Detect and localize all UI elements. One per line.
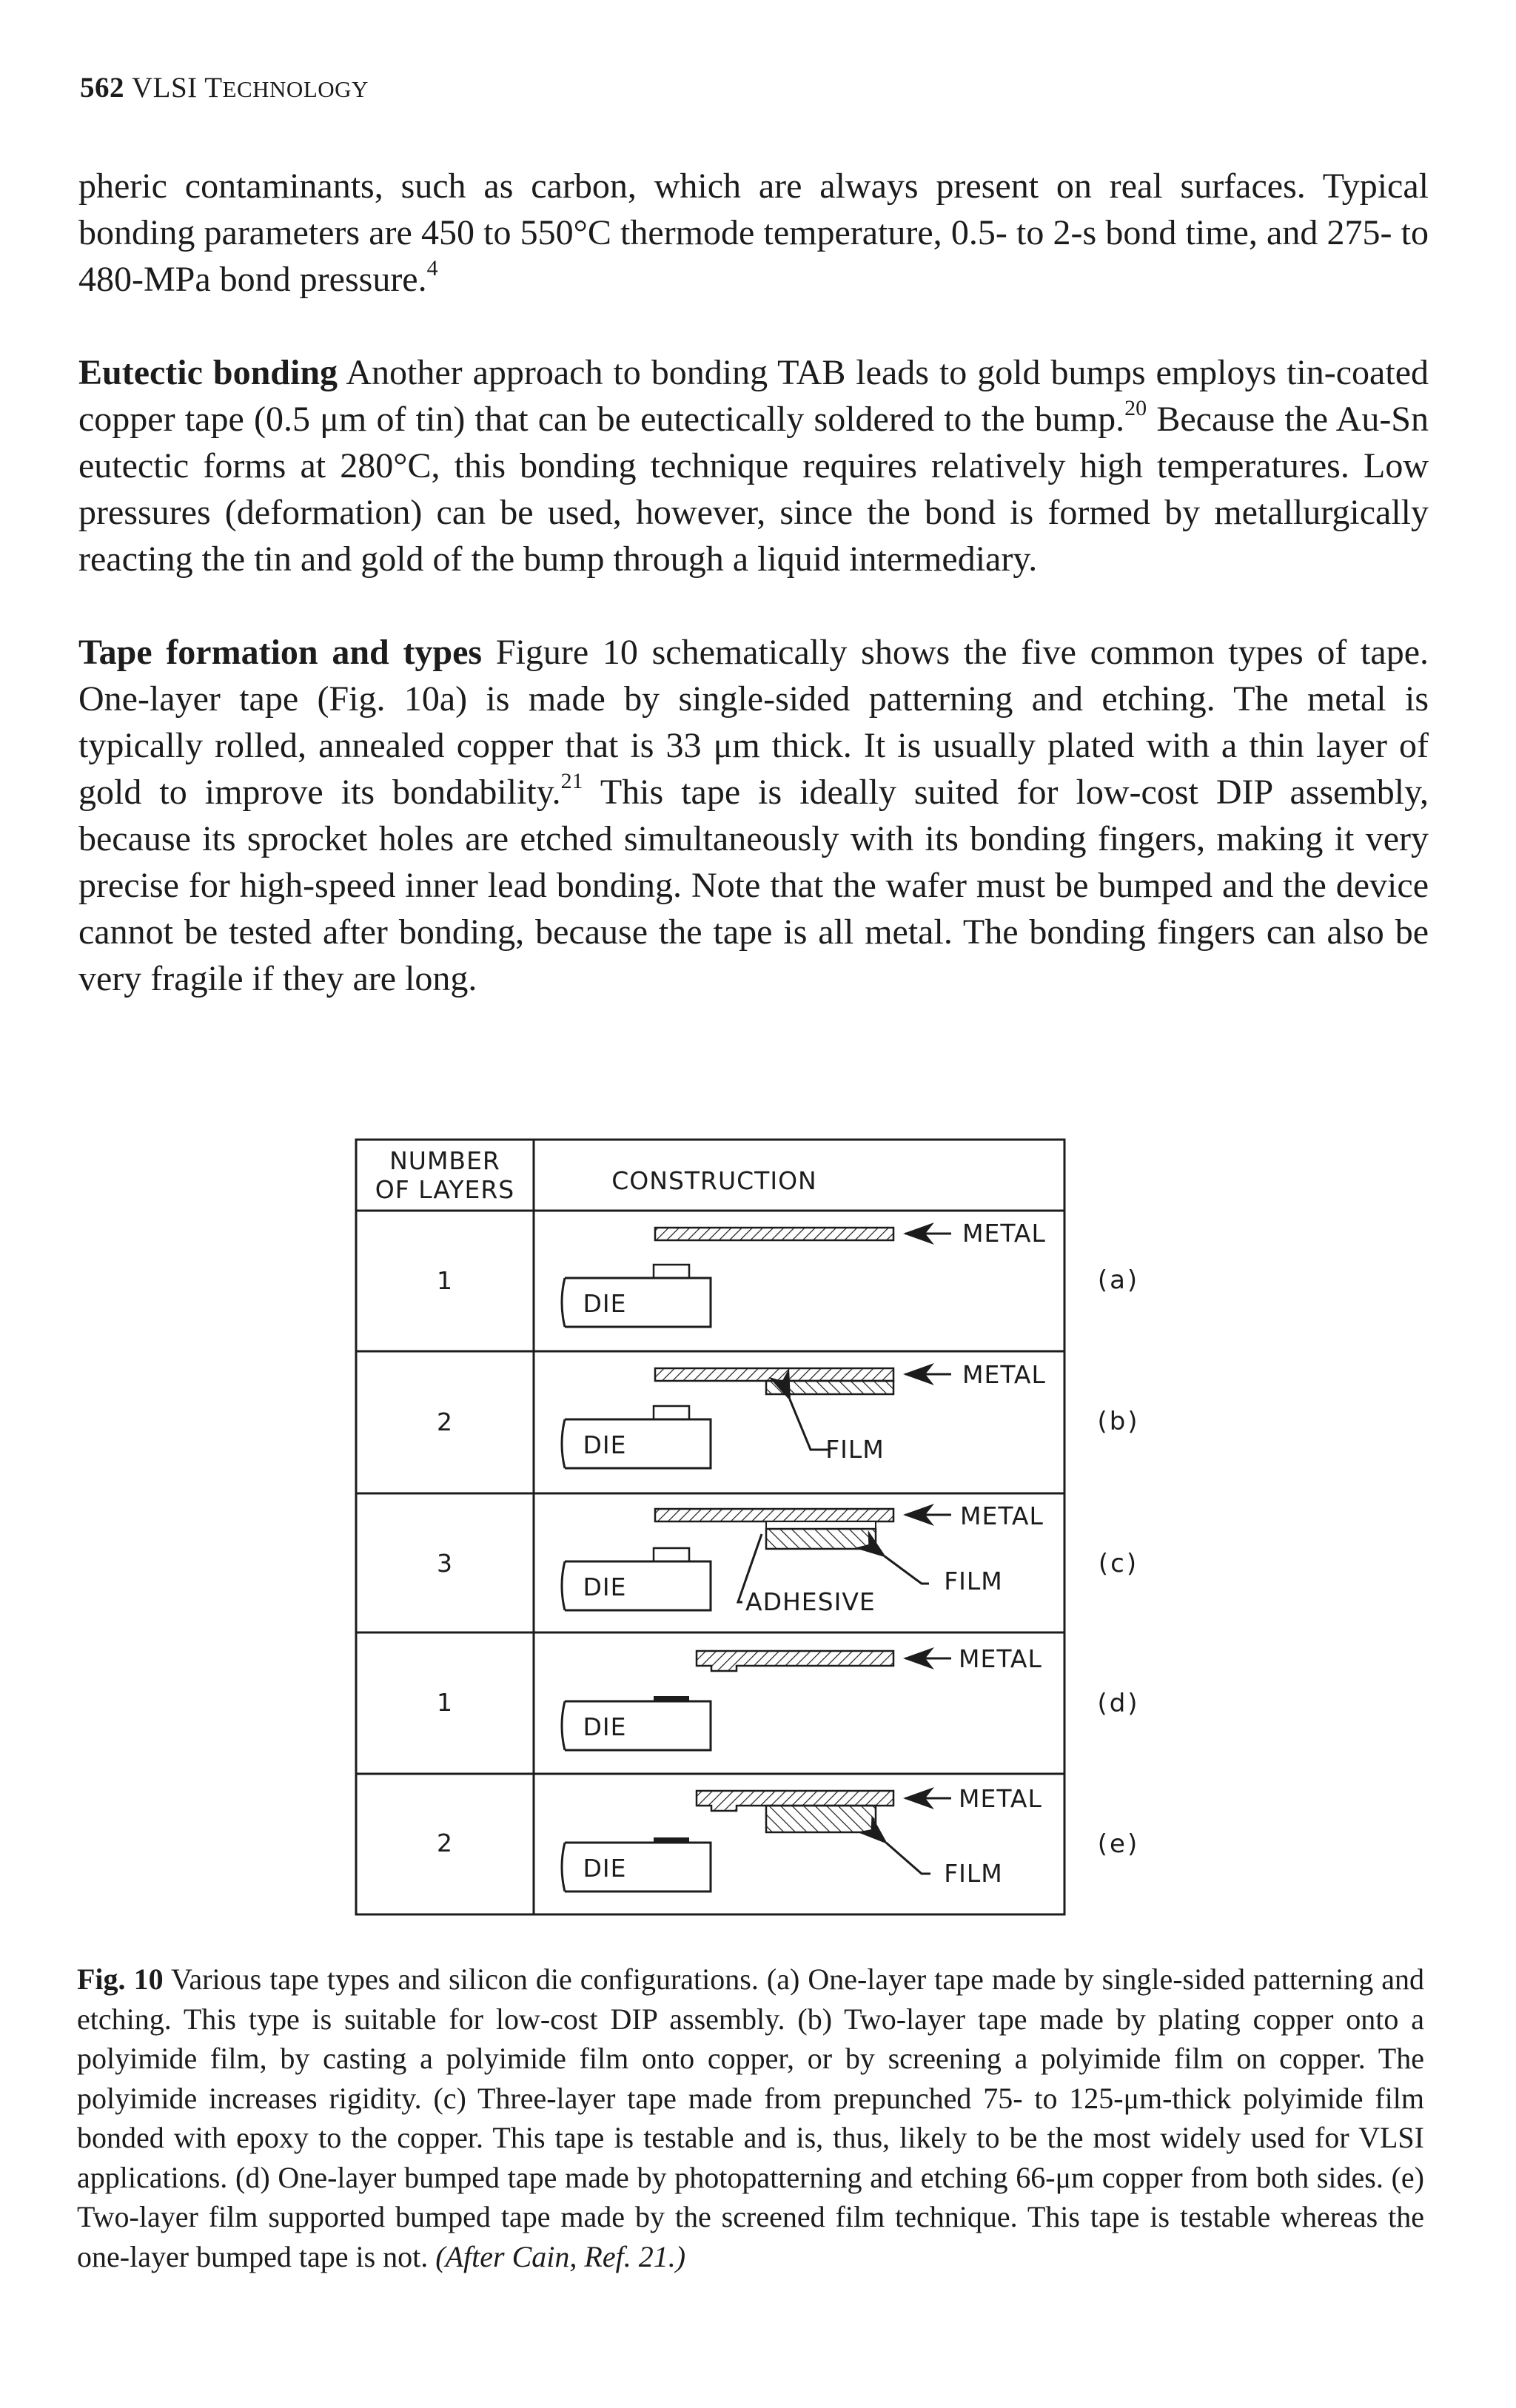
row-c-label: (c): [1098, 1549, 1139, 1578]
reference-21: 21: [560, 769, 583, 793]
running-title: [132, 72, 369, 104]
row-c-adhesive: [766, 1521, 876, 1529]
page-number: 562: [80, 72, 124, 104]
running-header: [80, 71, 369, 104]
row-a-layers: 1: [437, 1266, 453, 1295]
row-c-adhesive-label: ADHESIVE: [745, 1587, 876, 1616]
paragraph-eutectic-bonding: [78, 349, 1429, 582]
row-b-die-label: DIE: [583, 1430, 627, 1459]
row-a: [437, 1219, 1139, 1327]
row-c-layers: 3: [437, 1549, 453, 1578]
row-b: [437, 1360, 1140, 1468]
paragraph-3-text-a: Figure 10 schematically shows the five common types of tape. One-layer tape (Fig. 10a) is made by single-sided patterning and etching. The metal is typically rolled, annealed copper that is 33 μm thick. It is usually plated with a thin layer of gold to improve its bondability.: [78, 633, 1429, 812]
header-number-of-layers-line2: OF LAYERS: [375, 1175, 515, 1204]
running-title-main: VLSI T: [132, 72, 223, 104]
caption-attribution: (After Cain, Ref. 21.): [435, 2239, 686, 2273]
row-e-film: [766, 1806, 876, 1832]
header-construction: CONSTRUCTION: [611, 1166, 817, 1195]
row-c-bump: [654, 1548, 689, 1561]
row-e-label: (e): [1097, 1829, 1140, 1859]
row-b-layers: 2: [437, 1408, 453, 1436]
row-c-metal-tape: [655, 1509, 893, 1521]
row-e-metal-label: METAL: [959, 1784, 1042, 1813]
row-b-metal-tape: [655, 1368, 893, 1381]
row-a-label: (a): [1097, 1265, 1140, 1295]
row-b-film: [766, 1381, 893, 1394]
heading-tape-formation: Tape formation and types: [78, 633, 483, 672]
row-d-label: (d): [1097, 1689, 1140, 1718]
row-c-metal-label: METAL: [960, 1501, 1044, 1530]
row-b-film-arrow: [790, 1399, 829, 1450]
row-b-film-label: FILM: [825, 1435, 885, 1464]
figure-diagram: [352, 1136, 1166, 1920]
row-a-metal-label: METAL: [962, 1219, 1046, 1248]
row-d: [437, 1644, 1140, 1750]
paragraph-2-text-a: Another approach to bonding TAB leads to gold bumps employs tin-coated copper tape (0.5 μm of tin) that can be eutectically soldered to the bump.: [78, 353, 1429, 439]
row-a-die-label: DIE: [583, 1289, 627, 1318]
row-d-layers: 1: [437, 1688, 453, 1717]
paragraph-tape-formation: [78, 629, 1429, 1002]
row-e-film-arrow: [886, 1843, 930, 1874]
paragraph-1-text: pheric contaminants, such as carbon, which are always present on real surfaces. Typical bonding parameters are 450 to 550°C thermode temperature, 0.5- to 2-s bond time, and 275- to 480-MPa bond pressure.: [78, 167, 1429, 299]
row-c-film-label: FILM: [944, 1567, 1003, 1595]
row-c: [437, 1501, 1138, 1616]
figure-10: [352, 1136, 1166, 1920]
row-c-film: [766, 1529, 876, 1549]
caption-text: Various tape types and silicon die configurations. (a) One-layer tape made by single-sided patterning and etching. This type is suitable for low-cost DIP assembly. (b) Two-layer tape made by plating copper onto a polyimide film, by casting a polyimide film onto copper, or by screening a polyimide film on copper. The polyimide increases rigidity. (c) Three-layer tape made from prepunched 75- to 125-μm-thick polyimide film bonded with epoxy to the copper. This tape is testable and is, thus, likely to be the most widely used for VLSI applications. (d) One-layer bumped tape made by photopatterning and etching 66-μm copper from both sides. (e) Two-layer film supported bumped tape made by the screened film technique. This tape is testable whereas the one-layer bumped tape is not.: [77, 1963, 1425, 2273]
row-e-layers: 2: [437, 1829, 453, 1857]
row-e: [437, 1784, 1139, 1891]
row-c-film-arrow: [885, 1556, 929, 1584]
reference-4: 4: [426, 256, 438, 280]
paragraph-2-text-b: Because the Au-Sn eutectic forms at 280°C, this bonding technique requires relatively high temperatures. Low pressures (deformation) can be used, however, since the bond is formed by metallurgically reacting the tin and gold of the bump through a liquid intermediary.: [78, 400, 1429, 579]
reference-20: 20: [1124, 396, 1147, 420]
row-d-bumped-metal: [697, 1651, 893, 1671]
row-c-die-label: DIE: [583, 1573, 627, 1601]
row-b-label: (b): [1097, 1407, 1140, 1436]
running-title-small: ECHNOLOGY: [222, 76, 369, 102]
figure-caption: [77, 1960, 1424, 2276]
paragraph-1: [78, 163, 1429, 303]
paragraph-3-text-b: This tape is ideally suited for low-cost DIP assembly, because its sprocket holes are etched simultaneously with its bonding fingers, making it very precise for high-speed inner lead bonding. Note that the wafer must be bumped and the device cannot be tested after bonding, because the tape is all metal. The bonding fingers can also be very fragile if they are long.: [78, 773, 1429, 998]
row-d-die-label: DIE: [583, 1712, 627, 1741]
row-a-metal-tape: [655, 1228, 893, 1240]
heading-eutectic-bonding: Eutectic bonding: [78, 353, 338, 392]
body-text: [78, 163, 1429, 1049]
row-b-bump: [654, 1406, 689, 1419]
row-a-bump: [654, 1265, 689, 1278]
header-number-of-layers-line1: NUMBER: [389, 1146, 500, 1175]
row-e-film-label: FILM: [944, 1859, 1003, 1888]
caption-label: Fig. 10: [77, 1963, 164, 1996]
row-e-die-label: DIE: [583, 1854, 627, 1883]
row-b-metal-label: METAL: [962, 1360, 1046, 1389]
row-d-metal-label: METAL: [959, 1644, 1042, 1673]
